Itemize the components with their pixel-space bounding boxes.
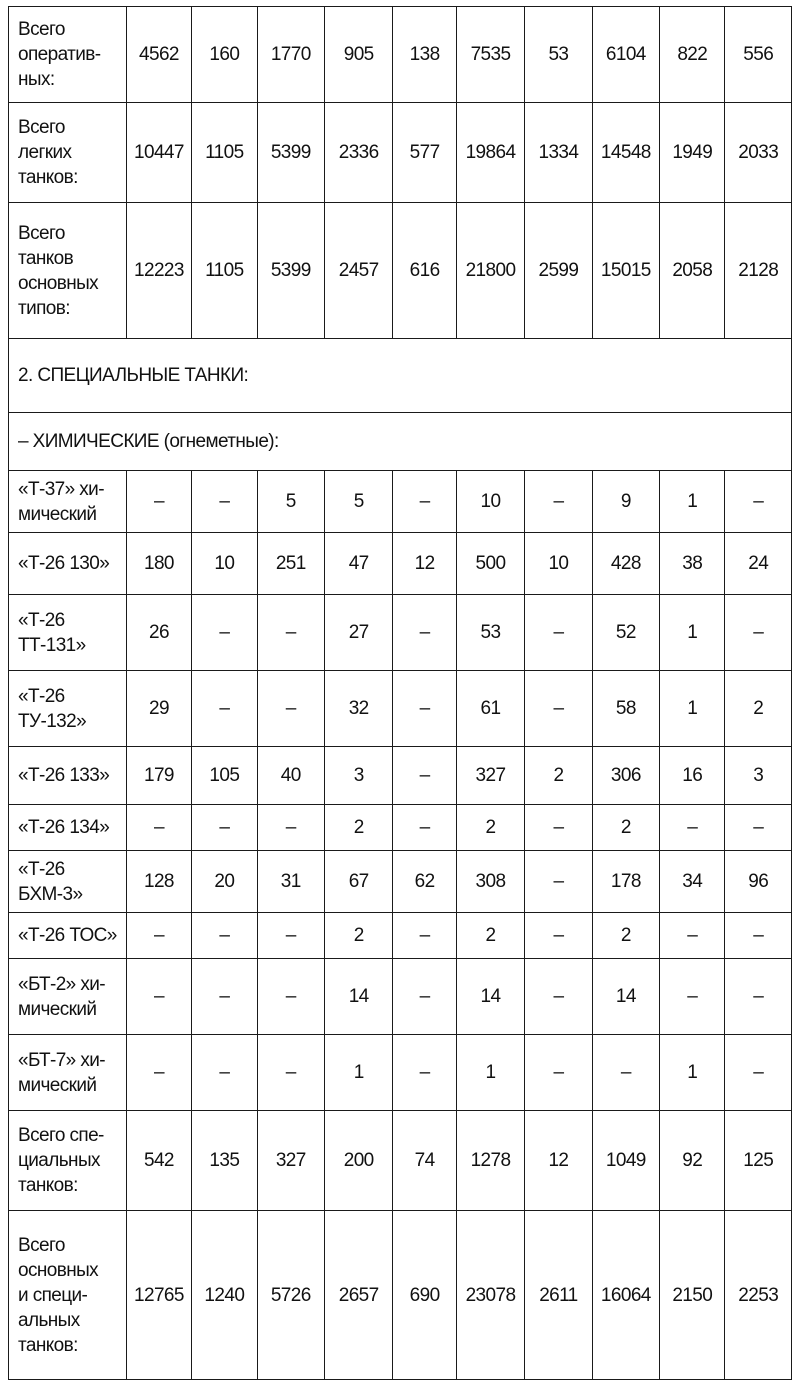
value-cell: 1105 — [192, 103, 257, 203]
value-cell: – — [725, 595, 792, 671]
value-cell: 1 — [324, 1035, 392, 1111]
row-label — [9, 851, 127, 913]
value-cell: 1334 — [525, 103, 592, 203]
subsection-title: – ХИМИЧЕСКИЕ (огнеметные): — [9, 413, 792, 471]
value-cell: 19864 — [456, 103, 524, 203]
value-cell: 905 — [324, 7, 392, 103]
row-label-line: танков — [18, 247, 74, 269]
row-label — [9, 747, 127, 805]
value-cell: 1 — [660, 1035, 725, 1111]
row-label-line: «Т-26 130» — [18, 553, 110, 574]
value-cell: – — [592, 1035, 659, 1111]
value-cell: 2253 — [725, 1211, 792, 1380]
table-row — [9, 851, 792, 913]
value-cell: 16 — [660, 747, 725, 805]
value-cell: 12 — [525, 1111, 592, 1211]
value-cell: 67 — [324, 851, 392, 913]
value-cell: 14 — [592, 959, 659, 1035]
value-cell: 3 — [324, 747, 392, 805]
value-cell: – — [257, 671, 324, 747]
value-cell: 500 — [456, 533, 524, 595]
value-cell: – — [525, 595, 592, 671]
row-label-line: танков: — [18, 1175, 78, 1196]
value-cell: 10 — [525, 533, 592, 595]
value-cell: – — [393, 805, 456, 851]
row-label — [9, 1211, 127, 1380]
row-label-line: основных — [18, 272, 99, 294]
row-label-line: танков: — [18, 167, 78, 188]
value-cell: 822 — [660, 7, 725, 103]
value-cell: 2 — [725, 671, 792, 747]
row-label-line: ных: — [18, 69, 55, 90]
row-label-line: Всего — [18, 19, 65, 40]
value-cell: 26 — [126, 595, 191, 671]
table-row — [9, 1035, 792, 1111]
value-cell: 2150 — [660, 1211, 725, 1380]
value-cell: 31 — [257, 851, 324, 913]
row-label — [9, 7, 127, 103]
value-cell: 14 — [324, 959, 392, 1035]
row-label-line: циальных — [18, 1150, 100, 1171]
value-cell: 24 — [725, 533, 792, 595]
value-cell: – — [525, 471, 592, 533]
table-row — [9, 747, 792, 805]
value-cell: 5 — [324, 471, 392, 533]
row-label-line: Всего — [18, 1234, 65, 1256]
value-cell: – — [393, 595, 456, 671]
value-cell: 4562 — [126, 7, 191, 103]
table-row — [9, 1111, 792, 1211]
value-cell: 58 — [592, 671, 659, 747]
row-label — [9, 1111, 127, 1211]
table-row — [9, 533, 792, 595]
value-cell: 9 — [592, 471, 659, 533]
row-label-line: «Т-26 ТОС» — [18, 925, 117, 946]
value-cell: 7535 — [456, 7, 524, 103]
value-cell: 2 — [456, 805, 524, 851]
value-cell: 251 — [257, 533, 324, 595]
value-cell: 128 — [126, 851, 191, 913]
value-cell: 62 — [393, 851, 456, 913]
value-cell: 308 — [456, 851, 524, 913]
value-cell: – — [525, 1035, 592, 1111]
row-label-line: мический — [18, 998, 97, 1020]
row-label-line: альных — [18, 1309, 80, 1331]
row-label-line: «БТ-7» хи- — [18, 1049, 105, 1071]
value-cell: 577 — [393, 103, 456, 203]
value-cell: 5726 — [257, 1211, 324, 1380]
value-cell: – — [393, 913, 456, 959]
value-cell: 21800 — [456, 203, 524, 339]
value-cell: 2 — [456, 913, 524, 959]
value-cell: – — [192, 805, 257, 851]
value-cell: – — [126, 1035, 191, 1111]
row-label-line: «Т-26 — [18, 685, 65, 707]
value-cell: 5 — [257, 471, 324, 533]
value-cell: – — [393, 747, 456, 805]
value-cell: 16064 — [592, 1211, 659, 1380]
value-cell: 27 — [324, 595, 392, 671]
row-label — [9, 913, 127, 959]
value-cell: 178 — [592, 851, 659, 913]
table-row — [9, 7, 792, 103]
row-label-line: «Т-26 БХМ-3» — [18, 858, 83, 905]
row-label — [9, 805, 127, 851]
row-label — [9, 959, 127, 1035]
table-row — [9, 671, 792, 747]
row-label-line: танков: — [18, 1334, 78, 1356]
row-label-line: Всего — [18, 117, 65, 138]
row-label-line: мический — [18, 1074, 97, 1096]
value-cell: – — [257, 1035, 324, 1111]
value-cell: – — [126, 805, 191, 851]
value-cell: 14 — [456, 959, 524, 1035]
value-cell: – — [126, 471, 191, 533]
row-label-line: легких — [18, 142, 72, 163]
row-label — [9, 671, 127, 747]
value-cell: – — [192, 913, 257, 959]
row-label-line: «Т-26 133» — [18, 765, 110, 786]
value-cell: 2033 — [725, 103, 792, 203]
value-cell: 96 — [725, 851, 792, 913]
value-cell: 138 — [393, 7, 456, 103]
value-cell: 12 — [393, 533, 456, 595]
value-cell: – — [257, 913, 324, 959]
row-label-line: типов: — [18, 297, 70, 319]
value-cell: – — [393, 671, 456, 747]
value-cell: – — [126, 913, 191, 959]
value-cell: 34 — [660, 851, 725, 913]
value-cell: 179 — [126, 747, 191, 805]
value-cell: 2336 — [324, 103, 392, 203]
value-cell: 23078 — [456, 1211, 524, 1380]
value-cell: 92 — [660, 1111, 725, 1211]
value-cell: – — [192, 671, 257, 747]
value-cell: – — [525, 851, 592, 913]
value-cell: 160 — [192, 7, 257, 103]
value-cell: – — [126, 959, 191, 1035]
row-label — [9, 103, 127, 203]
value-cell: 2 — [324, 913, 392, 959]
value-cell: 52 — [592, 595, 659, 671]
value-cell: – — [192, 595, 257, 671]
value-cell: – — [393, 959, 456, 1035]
table-row — [9, 471, 792, 533]
row-label-line: ТУ-132» — [18, 710, 87, 732]
value-cell: – — [525, 959, 592, 1035]
value-cell: 14548 — [592, 103, 659, 203]
row-label-line: «БТ-2» хи- — [18, 973, 105, 995]
value-cell: 180 — [126, 533, 191, 595]
value-cell: 1049 — [592, 1111, 659, 1211]
value-cell: 10 — [456, 471, 524, 533]
value-cell: 1 — [660, 671, 725, 747]
value-cell: – — [192, 959, 257, 1035]
table-row — [9, 913, 792, 959]
row-label-line: «Т-26 134» — [18, 817, 110, 838]
value-cell: – — [257, 595, 324, 671]
value-cell: 29 — [126, 671, 191, 747]
table-row — [9, 959, 792, 1035]
value-cell: 1 — [456, 1035, 524, 1111]
value-cell: 53 — [525, 7, 592, 103]
value-cell: 1278 — [456, 1111, 524, 1211]
value-cell: 2611 — [525, 1211, 592, 1380]
table-body — [9, 7, 792, 1380]
value-cell: – — [257, 959, 324, 1035]
value-cell: – — [393, 471, 456, 533]
row-label-line: ТТ-131» — [18, 634, 86, 656]
tank-inventory-table — [8, 6, 792, 1380]
value-cell: 12223 — [126, 203, 191, 339]
value-cell: 2 — [592, 805, 659, 851]
value-cell: – — [660, 913, 725, 959]
row-label — [9, 203, 127, 339]
value-cell: 3 — [725, 747, 792, 805]
value-cell: 2128 — [725, 203, 792, 339]
row-label — [9, 533, 127, 595]
value-cell: 5399 — [257, 103, 324, 203]
value-cell: 327 — [456, 747, 524, 805]
row-label — [9, 1035, 127, 1111]
table-row — [9, 805, 792, 851]
section-title: 2. СПЕЦИАЛЬНЫЕ ТАНКИ: — [9, 339, 792, 413]
table-row — [9, 595, 792, 671]
value-cell: 12765 — [126, 1211, 191, 1380]
row-label-line: оператив- — [18, 44, 101, 65]
section-row — [9, 339, 792, 413]
row-label-line: и специ- — [18, 1284, 88, 1306]
row-label-line: «Т-26 — [18, 609, 65, 631]
value-cell: 10447 — [126, 103, 191, 203]
value-cell: 2 — [324, 805, 392, 851]
value-cell: 616 — [393, 203, 456, 339]
value-cell: – — [393, 1035, 456, 1111]
row-label-line: Всего спе- — [18, 1125, 104, 1146]
value-cell: 1 — [660, 595, 725, 671]
value-cell: – — [525, 913, 592, 959]
value-cell: 53 — [456, 595, 524, 671]
value-cell: 40 — [257, 747, 324, 805]
row-label-line: основных — [18, 1259, 99, 1281]
value-cell: 10 — [192, 533, 257, 595]
value-cell: 2058 — [660, 203, 725, 339]
table-row — [9, 1211, 792, 1380]
value-cell: 74 — [393, 1111, 456, 1211]
value-cell: – — [192, 471, 257, 533]
value-cell: 200 — [324, 1111, 392, 1211]
row-label — [9, 595, 127, 671]
value-cell: – — [525, 805, 592, 851]
row-label-line: Всего — [18, 222, 65, 244]
value-cell: 135 — [192, 1111, 257, 1211]
value-cell: 20 — [192, 851, 257, 913]
value-cell: 690 — [393, 1211, 456, 1380]
value-cell: 542 — [126, 1111, 191, 1211]
value-cell: 428 — [592, 533, 659, 595]
value-cell: – — [725, 913, 792, 959]
value-cell: – — [192, 1035, 257, 1111]
table-row — [9, 203, 792, 339]
value-cell: 1949 — [660, 103, 725, 203]
value-cell: – — [725, 805, 792, 851]
value-cell: 38 — [660, 533, 725, 595]
value-cell: 2657 — [324, 1211, 392, 1380]
row-label — [9, 471, 127, 533]
value-cell: 2457 — [324, 203, 392, 339]
value-cell: – — [525, 671, 592, 747]
value-cell: 556 — [725, 7, 792, 103]
value-cell: 327 — [257, 1111, 324, 1211]
value-cell: 306 — [592, 747, 659, 805]
row-label-line: мический — [18, 503, 97, 525]
value-cell: – — [660, 805, 725, 851]
value-cell: 5399 — [257, 203, 324, 339]
value-cell: – — [725, 1035, 792, 1111]
value-cell: 1770 — [257, 7, 324, 103]
value-cell: – — [725, 471, 792, 533]
value-cell: – — [725, 959, 792, 1035]
table-row — [9, 103, 792, 203]
subsection-row — [9, 413, 792, 471]
value-cell: 61 — [456, 671, 524, 747]
row-label-line: «Т-37» хи- — [18, 478, 104, 500]
value-cell: 125 — [725, 1111, 792, 1211]
value-cell: 15015 — [592, 203, 659, 339]
value-cell: – — [660, 959, 725, 1035]
value-cell: 2 — [592, 913, 659, 959]
value-cell: 2599 — [525, 203, 592, 339]
value-cell: 47 — [324, 533, 392, 595]
value-cell: 1105 — [192, 203, 257, 339]
value-cell: 1 — [660, 471, 725, 533]
value-cell: 105 — [192, 747, 257, 805]
value-cell: – — [257, 805, 324, 851]
value-cell: 2 — [525, 747, 592, 805]
value-cell: 6104 — [592, 7, 659, 103]
value-cell: 1240 — [192, 1211, 257, 1380]
value-cell: 32 — [324, 671, 392, 747]
